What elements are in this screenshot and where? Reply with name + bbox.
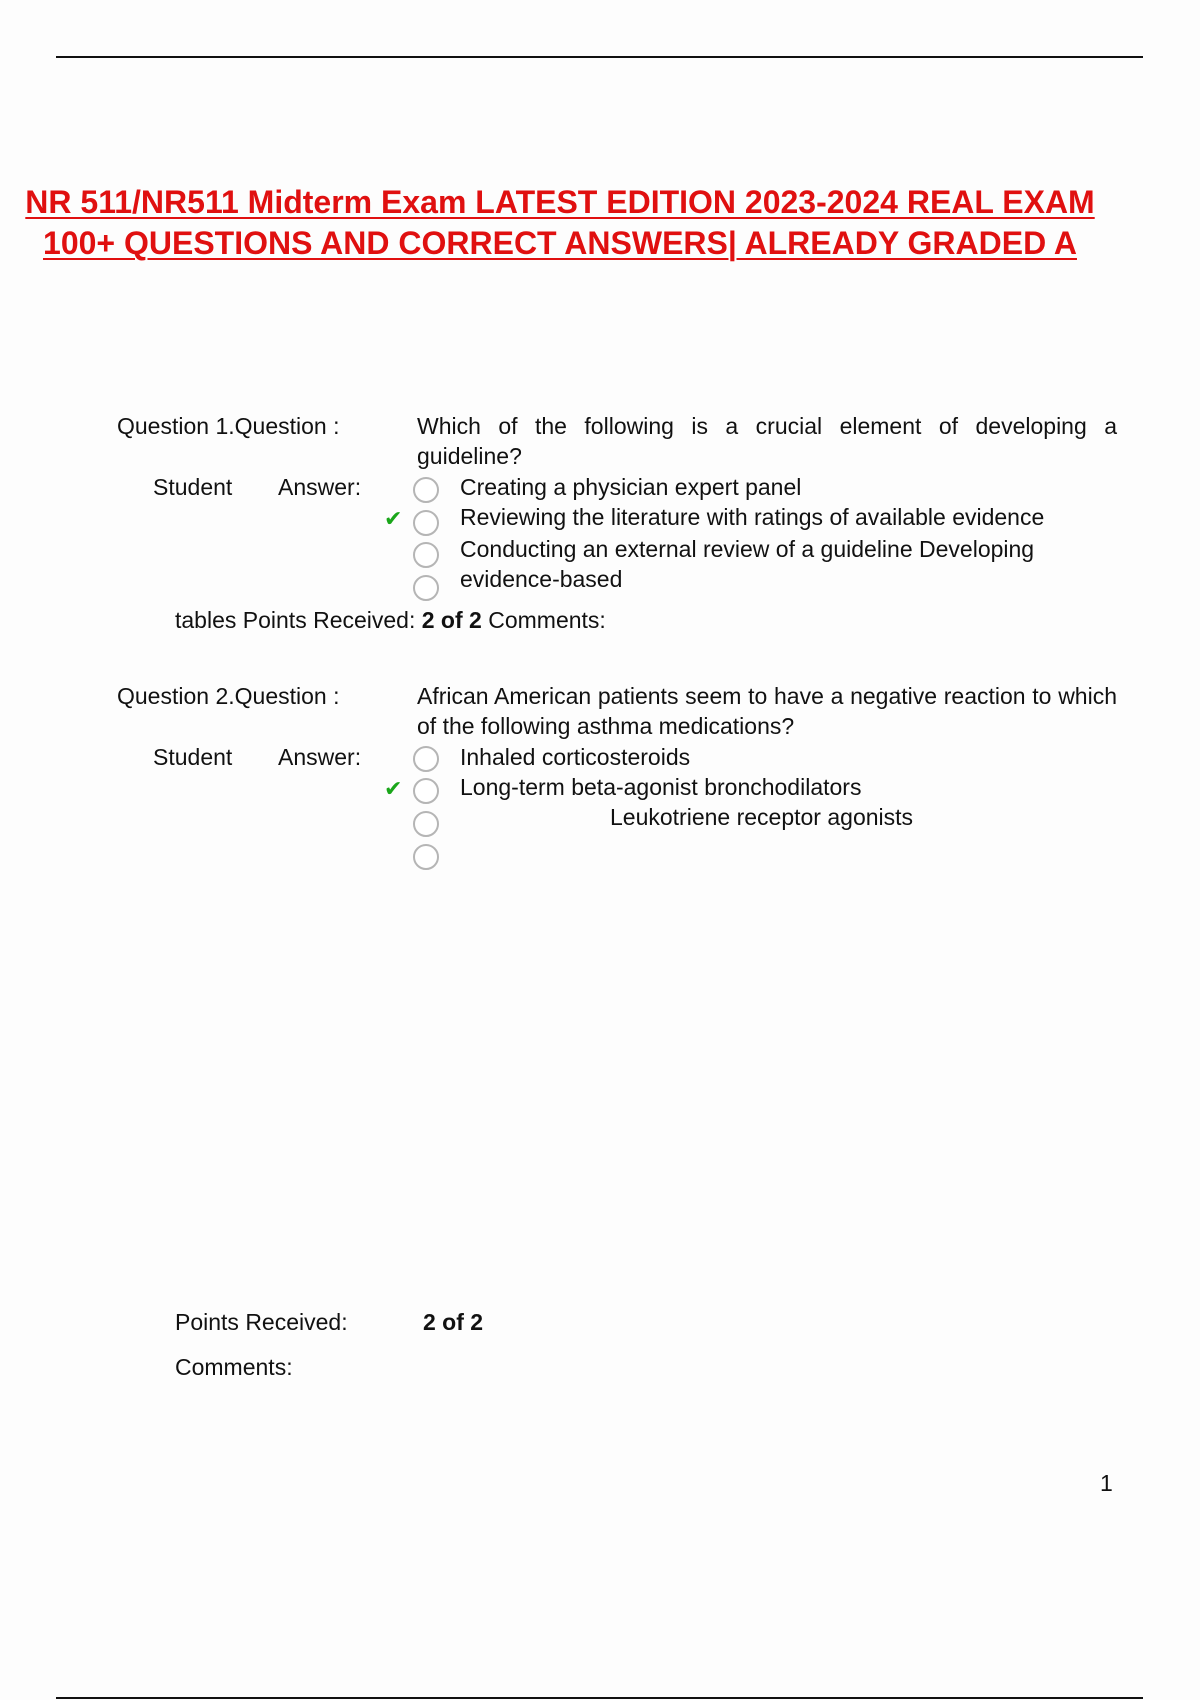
q1-option-4-label: evidence-based bbox=[460, 566, 623, 592]
student-label-2: Student bbox=[153, 744, 233, 770]
q2-option-4-radio[interactable] bbox=[413, 844, 439, 870]
q1-option-1-label: Creating a physician expert panel bbox=[460, 474, 802, 500]
q1-option-2-radio[interactable] bbox=[413, 510, 439, 536]
q2-option-3-radio[interactable] bbox=[413, 811, 439, 837]
q2-option-2-radio[interactable] bbox=[413, 778, 439, 804]
comments-label: Comments: bbox=[175, 1354, 293, 1380]
points-received-label: Points Received: bbox=[175, 1309, 348, 1335]
top-rule bbox=[56, 56, 1143, 58]
bottom-rule bbox=[56, 1697, 1143, 1699]
question-2-text: African American patients seem to have a negative reaction to which of the following asthma medications? bbox=[417, 683, 1117, 739]
q1-option-1-radio[interactable] bbox=[413, 477, 439, 503]
q1-option-4-radio[interactable] bbox=[413, 575, 439, 601]
question-1-label: Question 1.Question : bbox=[117, 413, 340, 439]
q1-option-3-radio[interactable] bbox=[413, 542, 439, 568]
correct-check-icon: ✔ bbox=[384, 506, 403, 531]
q2-option-1-label: Inhaled corticosteroids bbox=[460, 744, 691, 770]
q2-option-1-radio[interactable] bbox=[413, 746, 439, 772]
q1-option-2-label: Reviewing the literature with ratings of available evidence bbox=[460, 504, 1045, 530]
student-label: Student bbox=[153, 474, 233, 500]
answer-label: Answer: bbox=[278, 474, 362, 500]
correct-check-icon-2: ✔ bbox=[384, 776, 403, 801]
q1-points-line: tables Points Received: 2 of 2 Comments: bbox=[175, 607, 606, 633]
page-number: 1 bbox=[1100, 1470, 1113, 1496]
q1-points-value: 2 of 2 bbox=[421, 607, 482, 633]
q2-points-value: 2 of 2 bbox=[423, 1309, 484, 1335]
document-title: NR 511/NR511 Midterm Exam LATEST EDITION 2023-2024 REAL EXAM 100+ QUESTIONS AND CORRECT ANSWERS| ALREADY GRADED A bbox=[25, 184, 1095, 261]
question-2-label: Question 2.Question : bbox=[117, 683, 340, 709]
q2-option-3-label: Leukotriene receptor agonists bbox=[610, 804, 914, 830]
question-1-text: Which of the following is a crucial element of developing a guideline? bbox=[417, 413, 1117, 469]
q2-option-2-label: Long-term beta-agonist bronchodilators bbox=[460, 774, 862, 800]
answer-label-2: Answer: bbox=[278, 744, 362, 770]
q1-option-3-label: Conducting an external review of a guideline Developing bbox=[460, 536, 1035, 562]
